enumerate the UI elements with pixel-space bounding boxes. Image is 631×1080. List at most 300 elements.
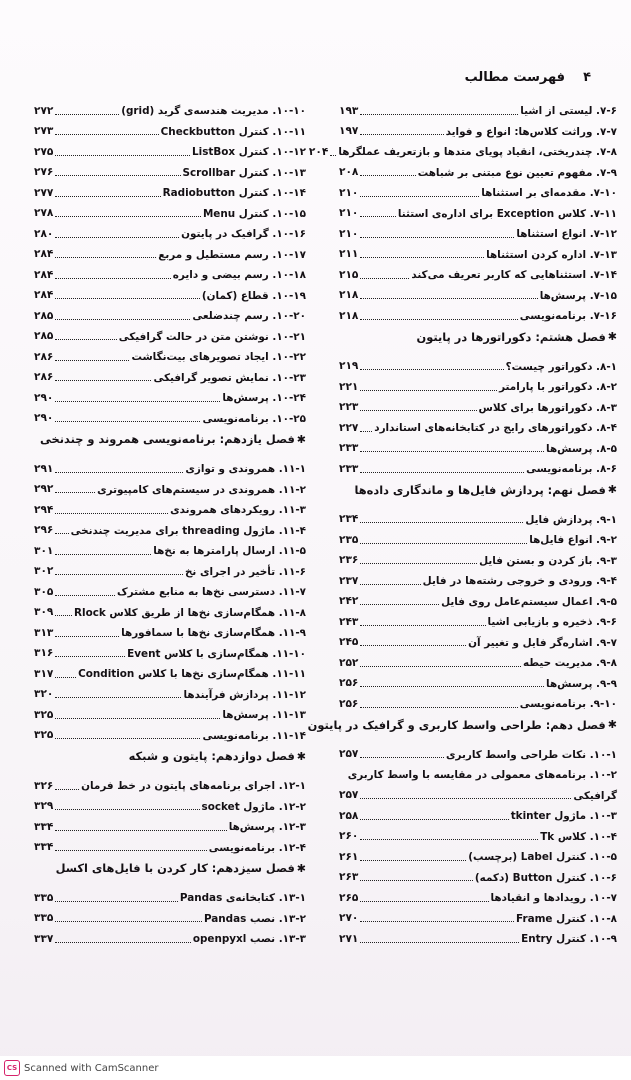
toc-entry-page: ۲۰۸	[339, 166, 359, 179]
dot-leader	[360, 625, 485, 626]
toc-entry-title: ۱۳-۱. کتابخانه‌ی Pandas	[179, 892, 306, 905]
toc-entry[interactable]	[34, 618, 306, 639]
toc-entry[interactable]	[34, 557, 306, 578]
chapter-title: فصل دوازدهم: پایتون و شبکه	[128, 749, 295, 763]
toc-entry-page: ۲۷۰	[339, 912, 359, 925]
toc-entry-title: ۱۰-۱۸. رسم بیضی و دایره	[172, 269, 306, 282]
toc-entry-page: ۲۳۳	[339, 442, 359, 455]
chapter-title: فصل نهم: پردازش فایل‌ها و ماندگاری داده‌ها	[354, 482, 606, 497]
dot-leader	[55, 513, 168, 514]
dot-leader	[360, 451, 544, 452]
dot-leader	[360, 278, 409, 279]
toc-entry-page: ۳۲۶	[34, 779, 54, 792]
toc-entry-title: ۱۱-۱۲. پردازش فرآیندها	[183, 688, 306, 701]
toc-entry[interactable]	[339, 760, 617, 781]
toc-entry[interactable]	[339, 740, 617, 761]
toc-entry[interactable]	[34, 639, 306, 660]
toc-entry-title: ۷-۱۵. پرسش‌ها	[539, 289, 617, 302]
toc-entry-page: ۲۷۸	[34, 207, 54, 220]
toc-entry[interactable]	[34, 454, 306, 475]
toc-entry-title: ۹-۹. پرسش‌ها	[546, 677, 617, 690]
toc-entry-title: ۱۲-۲. ماژول socket	[201, 800, 306, 813]
chapter-heading	[34, 741, 306, 771]
toc-entry-title: ۷-۱۶. برنامه‌نویسی	[519, 310, 617, 323]
toc-entry-page: ۲۵۸	[339, 809, 359, 822]
dot-leader	[55, 850, 206, 851]
dot-leader	[55, 380, 151, 381]
toc-entry-page: ۱۹۷	[339, 125, 359, 138]
toc-entry[interactable]	[339, 628, 617, 649]
dot-leader	[360, 563, 477, 564]
toc-entry[interactable]	[339, 822, 617, 843]
toc-entry[interactable]	[34, 117, 306, 138]
toc-entry-title: ۸-۱. دکوراتور چیست؟	[505, 360, 617, 373]
toc-entry[interactable]	[339, 158, 617, 179]
toc-entry[interactable]	[34, 721, 306, 742]
dot-leader	[360, 237, 514, 238]
toc-entry-title: ۱۰-۶. کنترل Button (دکمه)	[474, 871, 617, 884]
toc-entry-title: ۱۰-۱۲. کنترل ListBox	[192, 146, 306, 159]
toc-entry-page: ۲۴۳	[339, 615, 359, 628]
toc-entry-page: ۲۳۴	[339, 513, 359, 526]
toc-entry[interactable]	[339, 454, 617, 475]
dot-leader	[55, 196, 160, 197]
toc-entry-title: ۱۰-۲۵. برنامه‌نویسی	[202, 412, 306, 425]
toc-entry-title: ۱۱-۸. همگام‌سازی نخ‌ها از طریق کلاس Rlock	[74, 606, 306, 619]
toc-entry-title: ۱۰-۲۴. پرسش‌ها	[222, 392, 306, 405]
toc-entry-title: ۷-۱۰. مقدمه‌ای بر استثناها	[481, 187, 617, 200]
toc-entry-title: ۱۱-۱۳. پرسش‌ها	[222, 709, 306, 722]
toc-entry-title: ۱۱-۱۱. همگام‌سازی نخ‌ها با کلاس Condition	[78, 668, 306, 681]
toc-entry[interactable]	[339, 842, 617, 863]
toc-entry-title: ۹-۸. مدیریت حیطه	[522, 657, 617, 670]
toc-entry-page: ۲۸۶	[34, 371, 54, 384]
dot-leader	[55, 809, 199, 810]
dot-leader	[55, 921, 202, 922]
toc-entry[interactable]	[339, 525, 617, 546]
toc-entry-title: ۱۱-۲. همروندی در سیستم‌های کامپیوتری	[97, 483, 306, 496]
dot-leader	[55, 319, 190, 320]
dot-leader	[360, 298, 537, 299]
toc-entry-title: گرافیکی	[573, 789, 617, 802]
toc-entry-page: ۲۱۰	[339, 186, 359, 199]
dot-leader	[55, 533, 68, 534]
toc-entry[interactable]	[339, 648, 617, 669]
toc-entry-title: ۱۰-۱۳. کنترل Scrollbar	[182, 166, 306, 179]
dot-leader	[55, 401, 220, 402]
chapter-heading	[34, 853, 306, 883]
toc-entry[interactable]	[34, 680, 306, 701]
dot-leader	[360, 543, 527, 544]
dot-leader	[360, 369, 503, 370]
toc-entry-page: ۲۸۴	[34, 289, 54, 302]
dot-leader	[360, 819, 508, 820]
toc-entry-title: ۷-۱۱. کلاس Exception برای اداره‌ی استثنا	[397, 207, 617, 220]
toc-entry-title: ۱۰-۱۰. مدیریت هندسه‌ی گرید (grid)	[121, 105, 306, 118]
scanner-label: Scanned with CamScanner	[24, 1062, 159, 1074]
toc-entry-title: ۱۰-۲۳. نمایش تصویر گرافیکی	[153, 371, 306, 384]
toc-entry[interactable]	[339, 505, 617, 526]
dot-leader	[360, 880, 473, 881]
toc-entry[interactable]	[34, 812, 306, 833]
toc-entry-page: ۲۲۷	[339, 421, 359, 434]
dot-leader	[55, 574, 183, 575]
toc-entry[interactable]	[339, 301, 617, 322]
toc-right-column	[307, 96, 617, 946]
toc-entry-title: ۹-۱۰. برنامه‌نویسی	[519, 698, 617, 711]
toc-entry-title: ۱۰-۲۰. رسم چندضلعی	[192, 310, 306, 323]
toc-entry-title: ۹-۲. انواع فایل‌ها	[529, 534, 617, 547]
dot-leader	[360, 134, 443, 135]
toc-entry-page: ۲۷۳	[34, 125, 54, 138]
toc-entry-title: ۱۱-۳. رویکردهای همروندی	[170, 504, 306, 517]
toc-entry-page: ۲۳۳	[339, 462, 359, 475]
toc-entry-page: ۲۳۶	[339, 554, 359, 567]
toc-entry-page: ۲۵۶	[339, 697, 359, 710]
toc-entry[interactable]	[34, 281, 306, 302]
toc-entry[interactable]	[34, 577, 306, 598]
toc-entry[interactable]	[339, 117, 617, 138]
toc-entry[interactable]	[339, 801, 617, 822]
toc-entry-page: ۲۸۶	[34, 350, 54, 363]
dot-leader	[360, 798, 571, 799]
dot-leader	[55, 237, 179, 238]
dot-leader	[360, 114, 518, 115]
toc-entry[interactable]	[34, 516, 306, 537]
toc-entry-page: ۲۱۸	[339, 309, 359, 322]
toc-entry[interactable]	[34, 536, 306, 557]
toc-entry-title: ۸-۵. پرسش‌ها	[546, 442, 617, 455]
toc-entry[interactable]	[339, 352, 617, 373]
toc-entry-page: ۳۳۴	[34, 841, 54, 854]
toc-entry-title: ۱۰-۲۲. ایجاد تصویرهای بیت‌نگاشت	[131, 351, 306, 364]
toc-entry-page: ۲۷۵	[34, 145, 54, 158]
dot-leader	[55, 175, 180, 176]
toc-entry-title: ۸-۲. دکوراتور با پارامتر	[499, 381, 617, 394]
toc-entry-page: ۲۳۵	[339, 533, 359, 546]
dot-leader	[360, 901, 488, 902]
toc-entry-page: ۲۹۴	[34, 503, 54, 516]
toc-entry-page: ۲۸۵	[34, 309, 54, 322]
toc-entry-title: ۱۱-۱. همروندی و توازی	[185, 463, 306, 476]
toc-entry-title: ۱۰-۱۴. کنترل Radiobutton	[162, 187, 306, 200]
toc-entry[interactable]	[339, 393, 617, 414]
toc-entry[interactable]	[339, 260, 617, 281]
toc-entry[interactable]	[34, 924, 306, 945]
toc-entry[interactable]	[339, 219, 617, 240]
toc-entry-page: ۲۱۰	[339, 207, 359, 220]
toc-entry[interactable]	[339, 281, 617, 302]
toc-entry-page: ۳۲۹	[34, 800, 54, 813]
dot-leader	[360, 196, 479, 197]
toc-entry-title: ۷-۶. لیستی از اشیا	[520, 105, 617, 118]
toc-entry-page: ۲۳۷	[339, 574, 359, 587]
toc-entry-title: ۱۳-۳. نصب openpyxl	[192, 933, 306, 946]
toc-entry-page: ۳۳۵	[34, 891, 54, 904]
dot-leader	[55, 554, 151, 555]
toc-entry[interactable]	[339, 96, 617, 117]
toc-entry[interactable]	[34, 404, 306, 425]
dot-leader	[360, 216, 395, 217]
toc-entry[interactable]	[339, 904, 617, 925]
toc-entry-title: ۱۱-۱۰. همگام‌سازی با کلاس Event	[127, 647, 306, 660]
toc-entry[interactable]	[34, 792, 306, 813]
dot-leader	[55, 738, 200, 739]
dot-leader	[55, 339, 116, 340]
toc-entry-title: ۷-۹. مفهوم تعیین نوع مبتنی بر شباهت	[417, 166, 617, 179]
page-number: ۴	[583, 69, 591, 85]
toc-entry[interactable]	[34, 598, 306, 619]
toc-entry[interactable]	[34, 659, 306, 680]
toc-entry-page: ۱۹۳	[339, 104, 359, 117]
dot-leader	[360, 666, 521, 667]
toc-entry[interactable]	[34, 383, 306, 404]
toc-entry-title: ۹-۵. اعمال سیستم‌عامل روی فایل	[441, 595, 617, 608]
toc-entry[interactable]	[34, 700, 306, 721]
toc-entry[interactable]	[34, 240, 306, 261]
toc-entry-page: ۲۲۳	[339, 401, 359, 414]
toc-entry-title: ۱۲-۱. اجرای برنامه‌های پایتون در خط فرمان	[81, 780, 306, 793]
toc-entry-page: ۳۳۵	[34, 912, 54, 925]
toc-entry-page: ۲۱۸	[339, 289, 359, 302]
star-icon: ✱	[296, 861, 306, 875]
toc-entry-title: ۱۰-۲۱. نوشتن متن در حالت گرافیکی	[118, 330, 306, 343]
dot-leader	[55, 942, 190, 943]
dot-leader	[55, 134, 158, 135]
toc-entry-title: ۱۱-۴. ماژول threading برای مدیریت چندنخی	[70, 524, 306, 537]
toc-entry-title: ۷-۱۳. اداره کردن استثناها	[486, 248, 617, 261]
toc-entry-title: ۹-۶. ذخیره و بازیابی اشیا	[487, 616, 617, 629]
dot-leader	[360, 390, 497, 391]
dot-leader	[360, 257, 484, 258]
toc-entry-page: ۲۵۷	[339, 748, 359, 761]
dot-leader	[360, 522, 523, 523]
toc-entry[interactable]	[339, 689, 617, 710]
toc-entry[interactable]	[34, 260, 306, 281]
toc-entry[interactable]	[339, 883, 617, 904]
toc-entry-title: ۱۰-۱. نکات طراحی واسط کاربری	[445, 748, 617, 761]
toc-entry-page: ۲۸۵	[34, 330, 54, 343]
toc-entry-page: ۲۷۶	[34, 166, 54, 179]
dot-leader	[360, 472, 524, 473]
dot-leader	[360, 604, 439, 605]
toc-entry-page: ۳۲۰	[34, 688, 54, 701]
toc-entry-title: ۱۰-۱۶. گرافیک در پایتون	[181, 228, 306, 241]
toc-entry[interactable]	[34, 833, 306, 854]
toc-entry-title: ۱۱-۵. ارسال پارامترها به نخ‌ها	[153, 545, 306, 558]
star-icon: ✱	[607, 483, 617, 496]
toc-entry-title: ۱۲-۴. برنامه‌نویسی	[208, 841, 306, 854]
toc-entry-title: ۸-۳. دکوراتورها برای کلاس	[478, 401, 617, 414]
toc-entry-title: ۱۰-۱۷. رسم مستطیل و مربع	[158, 248, 306, 261]
chapter-title: فصل هشتم: دکوراتورها در پایتون	[416, 329, 606, 344]
toc-entry-title: ۱۰-۷. رویدادها و انقیادها	[490, 892, 617, 905]
dot-leader	[360, 584, 420, 585]
dot-leader	[55, 298, 200, 299]
toc-entry-page: ۲۹۰	[34, 391, 54, 404]
toc-entry-title: ۷-۱۴. استثناهایی که کاربر تعریف می‌کند	[411, 269, 617, 282]
toc-entry[interactable]	[34, 883, 306, 904]
toc-entry-title: ۱۱-۱۴. برنامه‌نویسی	[202, 729, 306, 742]
toc-entry[interactable]	[34, 322, 306, 343]
toc-entry-title: ۱۰-۱۱. کنترل Checkbutton	[160, 125, 306, 138]
dot-leader	[55, 615, 72, 616]
toc-entry[interactable]	[34, 363, 306, 384]
chapter-title: فصل یازدهم: برنامه‌نویسی همروند و چندنخی	[39, 432, 295, 446]
toc-entry-page: ۲۶۵	[339, 891, 359, 904]
toc-entry-page: ۲۴۵	[339, 636, 359, 649]
toc-entry-title: ۱۰-۵. کنترل Label (برچسب)	[468, 851, 617, 864]
toc-entry-page: ۲۶۳	[339, 871, 359, 884]
toc-entry-title: ۱۰-۴. کلاس Tk	[540, 830, 617, 843]
dot-leader	[55, 472, 183, 473]
toc-entry-title: ۱۰-۳. ماژول tkinter	[510, 810, 617, 823]
toc-entry[interactable]	[34, 96, 306, 117]
dot-leader	[360, 686, 544, 687]
toc-entry-title: ۹-۴. ورودی و خروجی رشته‌ها در فایل	[422, 575, 617, 588]
dot-leader	[55, 697, 181, 698]
toc-entry-title: ۹-۳. باز کردن و بستن فایل	[479, 554, 617, 567]
dot-leader	[55, 278, 170, 279]
toc-entry-page: ۳۳۴	[34, 820, 54, 833]
toc-entry-page: ۲۴۲	[339, 595, 359, 608]
toc-entry-page: ۲۱۵	[339, 268, 359, 281]
toc-entry[interactable]	[34, 342, 306, 363]
toc-entry-page: ۲۵۲	[339, 656, 359, 669]
toc-entry-title: ۱۱-۹. همگام‌سازی نخ‌ها با سمافورها	[121, 627, 306, 640]
dot-leader	[55, 636, 119, 637]
dot-leader	[360, 431, 372, 432]
toc-entry-page: ۲۱۱	[339, 248, 359, 261]
toc-entry[interactable]	[34, 771, 306, 792]
toc-entry[interactable]	[34, 495, 306, 516]
toc-entry[interactable]	[339, 240, 617, 261]
toc-entry[interactable]	[34, 301, 306, 322]
camscanner-logo-icon: CS	[4, 1060, 20, 1076]
dot-leader	[55, 789, 79, 790]
toc-entry[interactable]	[34, 158, 306, 179]
toc-entry[interactable]	[308, 137, 617, 159]
chapter-heading	[307, 710, 617, 740]
toc-entry-page: ۲۱۰	[339, 227, 359, 240]
toc-entry-title: ۱۰-۱۹. قطاع (کمان)	[201, 289, 306, 302]
toc-entry-title: ۹-۱. پردازش فایل	[525, 513, 617, 526]
toc-entry[interactable]	[339, 413, 617, 434]
dot-leader	[55, 595, 115, 596]
toc-entry[interactable]	[339, 566, 617, 587]
dot-leader	[55, 492, 95, 493]
toc-entry-title: ۷-۸. چندریختی، انقیاد پویای متدها و بازتعریف عملگرها	[338, 146, 617, 159]
toc-entry-page: ۲۰۴	[308, 145, 329, 158]
dot-leader	[360, 410, 476, 411]
toc-entry[interactable]	[34, 137, 306, 158]
toc-entry[interactable]	[339, 178, 617, 199]
dot-leader	[360, 175, 415, 176]
toc-entry-title: ۱۱-۶. تأخیر در اجرای نخ	[184, 565, 306, 578]
toc-entry-page: ۳۱۳	[34, 626, 54, 639]
toc-entry[interactable]	[34, 904, 306, 925]
toc-entry-page: ۲۷۲	[34, 104, 54, 117]
star-icon: ✱	[607, 718, 617, 731]
dot-leader	[360, 757, 444, 758]
toc-entry-page: ۳۰۹	[34, 606, 54, 619]
toc-entry[interactable]	[34, 199, 306, 220]
chapter-heading	[339, 322, 617, 352]
star-icon: ✱	[607, 330, 617, 343]
toc-entry[interactable]	[339, 587, 617, 608]
dot-leader	[55, 216, 201, 217]
toc-entry-title: ۱۳-۲. نصب Pandas	[203, 912, 306, 925]
toc-entry-page: ۳۱۶	[34, 647, 54, 660]
toc-entry-title: ۱۲-۳. پرسش‌ها	[228, 821, 306, 834]
toc-entry-page: ۲۹۶	[34, 524, 54, 537]
toc-entry-page: ۲۹۱	[34, 462, 54, 475]
toc-entry-page: ۲۷۷	[34, 186, 54, 199]
toc-entry[interactable]	[34, 475, 306, 496]
toc-entry-page: ۲۵۶	[339, 677, 359, 690]
toc-entry-page: ۲۸۴	[34, 268, 54, 281]
toc-entry-page: ۳۳۷	[34, 932, 54, 945]
toc-entry[interactable]	[339, 863, 617, 884]
dot-leader	[360, 645, 466, 646]
toc-entry-page: ۲۵۷	[339, 789, 359, 802]
chapter-heading	[34, 424, 306, 454]
toc-entry-title: ۷-۷. وراثت کلاس‌ها: انواع و فواید	[445, 125, 617, 138]
toc-entry-page: ۳۲۵	[34, 708, 54, 721]
dot-leader	[360, 707, 517, 708]
toc-entry-title: ۸-۴. دکوراتورهای رایج در کتابخانه‌های استاندارد	[374, 422, 617, 435]
toc-entry[interactable]	[339, 546, 617, 567]
toc-entry[interactable]	[339, 781, 617, 802]
dot-leader	[55, 830, 226, 831]
toc-entry-page: ۳۱۷	[34, 667, 54, 680]
toc-entry-title: ۱۰-۲. برنامه‌های معمولی در مقایسه با واسط کاربری	[347, 769, 617, 782]
dot-leader	[55, 257, 156, 258]
dot-leader	[55, 155, 190, 156]
toc-entry-title: ۱۰-۹. کنترل Entry	[521, 933, 617, 946]
toc-entry-title: ۹-۷. اشاره‌گر فایل و تغییر آن	[468, 636, 617, 649]
dot-leader	[360, 860, 466, 861]
toc-entry-page: ۲۹۰	[34, 412, 54, 425]
dot-leader	[360, 319, 517, 320]
chapter-title: فصل سیزدهم: کار کردن با فایل‌های اکسل	[55, 861, 295, 875]
toc-entry[interactable]	[34, 219, 306, 240]
toc-entry-title: ۷-۱۲. انواع استثناها	[516, 228, 617, 241]
toc-entry-page: ۲۷۱	[339, 932, 359, 945]
toc-entry-page: ۲۸۰	[34, 227, 54, 240]
toc-entry[interactable]	[339, 434, 617, 455]
toc-entry-page: ۲۶۱	[339, 850, 359, 863]
toc-entry-title: ۱۰-۱۵. کنترل Menu	[202, 207, 306, 220]
toc-entry[interactable]	[339, 372, 617, 393]
toc-entry[interactable]	[339, 669, 617, 690]
star-icon: ✱	[296, 432, 306, 446]
dot-leader	[55, 677, 76, 678]
page-header	[40, 64, 591, 90]
toc-entry[interactable]	[339, 199, 617, 220]
toc-entry[interactable]	[34, 178, 306, 199]
toc-entry-page: ۳۲۵	[34, 729, 54, 742]
scanner-footer	[0, 1056, 631, 1080]
toc-entry[interactable]	[339, 607, 617, 628]
toc-entry[interactable]	[339, 924, 617, 945]
dot-leader	[55, 360, 129, 361]
toc-entry-page: ۲۱۹	[339, 360, 359, 373]
toc-entry-page: ۲۶۰	[339, 830, 359, 843]
dot-leader	[55, 718, 220, 719]
toc-entry-title: ۱۰-۸. کنترل Frame	[516, 912, 617, 925]
toc-entry-title: ۱۱-۷. دسترسی نخ‌ها به منابع مشترک	[117, 586, 306, 599]
